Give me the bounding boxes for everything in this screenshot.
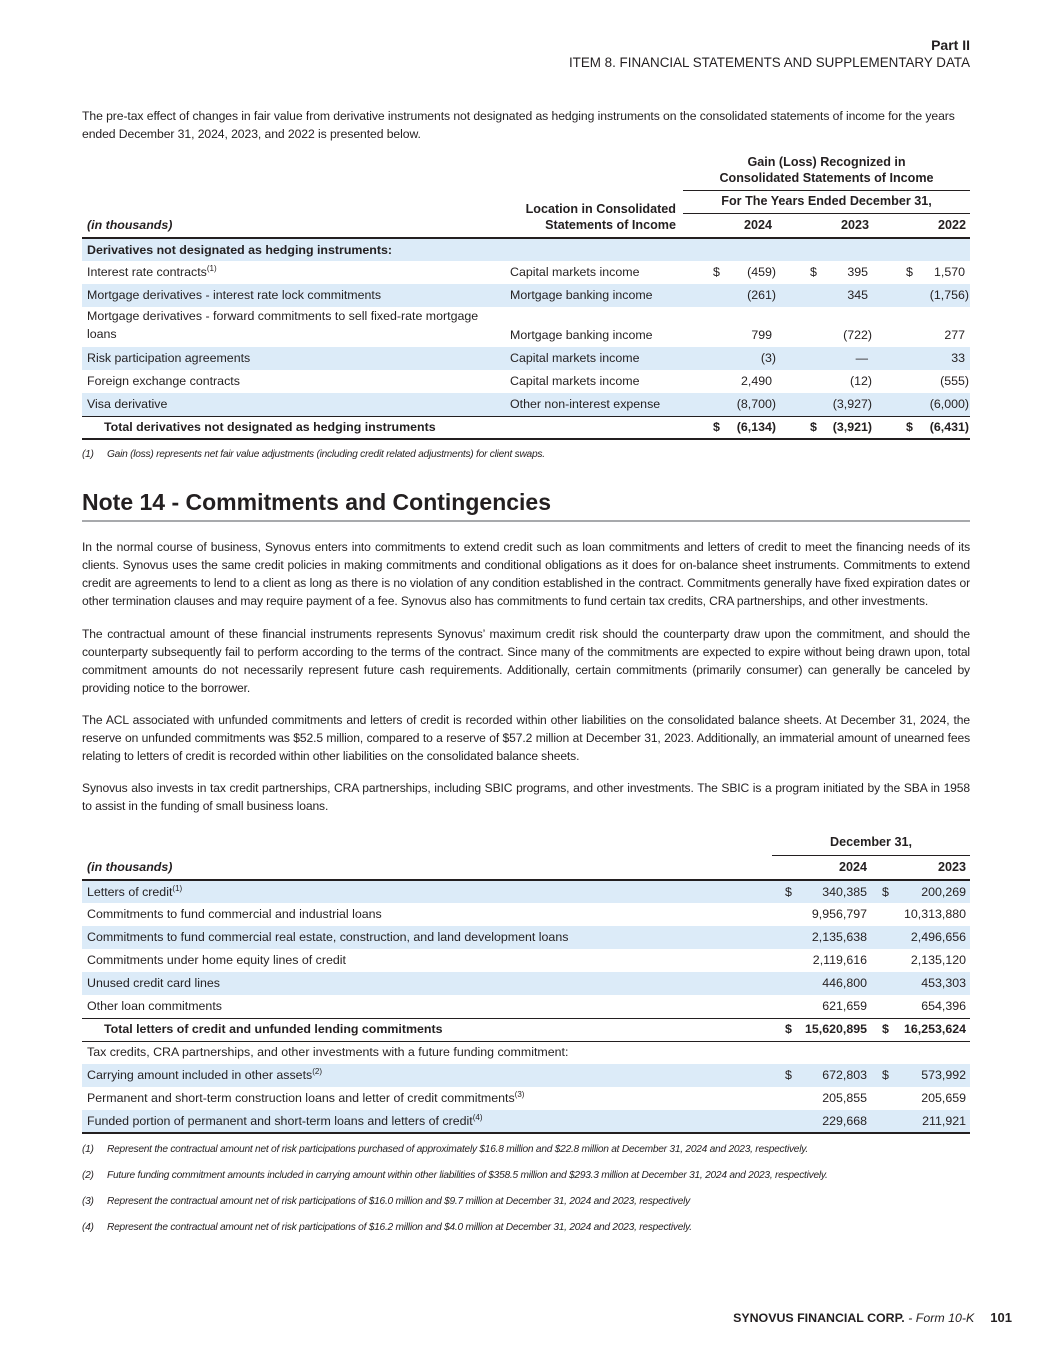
currency-symbol: $ [810, 265, 817, 279]
table-row [82, 393, 970, 416]
value: (261) [747, 288, 776, 302]
year-header-2023: 2023 [780, 213, 876, 238]
value-2022 [876, 393, 970, 416]
value-2023 [872, 1087, 970, 1110]
value-2023 [872, 949, 970, 972]
year-header-2024: 2024 [772, 855, 872, 880]
value-2024 [772, 903, 872, 926]
value-2024 [772, 1110, 872, 1133]
row-label: Commitments under home equity lines of credit [87, 953, 346, 967]
currency-symbol: $ [810, 419, 817, 434]
footnote-marker: (1) [82, 449, 94, 460]
row-label-text: Interest rate contracts [87, 265, 207, 279]
value: 9,956,797 [811, 907, 867, 921]
table-body [82, 153, 970, 439]
note-paragraph: The contractual amount of these financial instruments represents Synovus’ maximum credit risk should the counterparty draw upon the commitment, and should the counterparty subsequently fail to perform according to the terms of the contract. Since many of the commitments are expected to expire without being drawn upon, total commitment amounts do not necessarily represent future cash requirements. Additionally, certain commitments (primarily consumer) can generally be canceled by providing notice to the borrower. [82, 627, 970, 695]
table-row [82, 972, 970, 995]
table-row [82, 307, 970, 347]
row-label: Foreign exchange contracts [87, 374, 240, 388]
value: (6,134) [736, 419, 776, 434]
table2-footnotes [82, 1137, 970, 1241]
value-2023 [780, 370, 876, 393]
table-row [82, 1064, 970, 1087]
footnote-marker: (4) [82, 1222, 94, 1233]
company-name: SYNOVUS FINANCIAL CORP. [733, 1311, 905, 1325]
row-label-text: Carrying amount included in other assets [87, 1068, 313, 1082]
value: 799 [751, 328, 772, 342]
footnote [82, 1137, 970, 1163]
units-label: (in thousands) [82, 855, 772, 880]
currency-symbol: $ [882, 884, 889, 899]
empty-cell [82, 153, 505, 190]
value: — [855, 351, 868, 365]
value-2024 [683, 393, 780, 416]
row-label: Unused credit card lines [82, 972, 772, 995]
section-label: Tax credits, CRA partnerships, and other investments with a future funding commitment: [87, 1045, 569, 1060]
value: (1,756) [929, 288, 970, 302]
footnote-text: Represent the contractual amount net of risk participations purchased of approximately $16.8 million and $22.8 million at December 31, 2024 and 2023, respectively. [107, 1144, 808, 1155]
gain-loss-header-line1: Gain (Loss) Recognized in [747, 154, 906, 169]
header-row [82, 855, 970, 880]
location-header-line1: Location in Consolidated [525, 202, 676, 216]
value: 446,800 [822, 976, 867, 990]
value-2024 [683, 347, 780, 370]
empty-cell [505, 153, 683, 190]
row-label: Other loan commitments [87, 998, 222, 1013]
value-2023 [872, 972, 970, 995]
total-row [82, 416, 970, 439]
value-2023 [872, 1064, 970, 1087]
total-2024 [683, 416, 780, 439]
value-2022 [876, 284, 970, 307]
table-body [82, 831, 970, 1133]
value-2024 [772, 880, 872, 903]
page-header [569, 36, 970, 72]
row-label [82, 1110, 772, 1133]
total-2023 [780, 416, 876, 439]
row-label [82, 880, 772, 903]
page-number: 101 [990, 1310, 1012, 1325]
footnote-ref: (2) [312, 1067, 322, 1076]
table-row [82, 880, 970, 903]
value: 2,490 [740, 374, 772, 388]
total-2024 [772, 1018, 872, 1041]
value: 16,253,624 [904, 1022, 967, 1036]
value-2024 [772, 926, 872, 949]
value-2022 [876, 370, 970, 393]
row-location: Capital markets income [510, 374, 640, 388]
value-2023 [780, 284, 876, 307]
table-row [82, 1087, 970, 1110]
value: 1,570 [934, 265, 966, 279]
footnote-ref: (4) [472, 1112, 483, 1122]
gain-loss-header [683, 153, 970, 190]
row-label [82, 1064, 772, 1087]
row-location: Mortgage banking income [505, 284, 683, 307]
value: 205,659 [921, 1091, 967, 1105]
currency-symbol: $ [713, 419, 720, 434]
total-label: Total derivatives not designated as hedging instruments [82, 416, 683, 439]
table-row [82, 370, 970, 393]
value-2023 [872, 1110, 970, 1133]
value: 654,396 [921, 998, 967, 1013]
currency-symbol: $ [785, 1022, 792, 1036]
row-label-text: Letters of credit [87, 884, 173, 899]
value-2024 [772, 1064, 872, 1087]
value: 200,269 [921, 884, 967, 899]
value-2023 [872, 903, 970, 926]
empty-cell [82, 190, 505, 213]
value-2024 [772, 949, 872, 972]
section-row [82, 238, 970, 261]
value-2024 [683, 370, 780, 393]
footnote-text: Gain (loss) represents net fair value adjustments (including credit related adjustments) for client swaps. [107, 449, 545, 460]
value: 33 [951, 351, 966, 365]
location-header-line2: Statements of Income [545, 218, 676, 232]
value: (459) [747, 265, 776, 279]
value-2024 [772, 1087, 872, 1110]
row-location: Capital markets income [505, 347, 683, 370]
footnote-text: Future funding commitment amounts included in carrying amount within other liabilities of $358.5 million and $293.3 million at December 31, 2024 and 2023, respectively. [107, 1170, 828, 1181]
table-row [82, 347, 970, 370]
footnote-ref: (1) [206, 264, 217, 273]
value-2022 [876, 347, 970, 370]
value: 453,303 [921, 976, 967, 990]
footnote [82, 1189, 970, 1215]
item-label: ITEM 8. FINANCIAL STATEMENTS AND SUPPLEMENTARY DATA [568, 55, 970, 70]
value: (722) [843, 328, 872, 342]
row-label-text: Funded portion of permanent and short-term loans and letters of credit [87, 1113, 473, 1128]
value-2023 [872, 995, 970, 1018]
total-2023 [872, 1018, 970, 1041]
currency-symbol: $ [906, 265, 913, 279]
location-column-header [505, 190, 683, 238]
value: (3,927) [832, 396, 872, 411]
empty-cell [82, 831, 772, 855]
value: 229,668 [822, 1113, 867, 1128]
row-label: Mortgage derivatives - interest rate lock commitments [82, 284, 505, 307]
value-2024 [683, 261, 780, 284]
value: (8,700) [736, 396, 776, 411]
value: 395 [847, 265, 868, 279]
row-location: Capital markets income [510, 265, 640, 279]
value: 2,135,638 [811, 930, 867, 944]
value: 672,803 [822, 1068, 867, 1082]
table-row [82, 903, 970, 926]
value-2024 [683, 307, 780, 347]
value-2024 [772, 995, 872, 1018]
value-2023 [780, 393, 876, 416]
year-header-2024: 2024 [683, 213, 780, 238]
currency-symbol: $ [785, 884, 792, 899]
currency-symbol: $ [882, 1068, 889, 1082]
footnote-marker: (2) [82, 1170, 94, 1181]
note-paragraph: In the normal course of business, Synovus enters into commitments to extend credit such as loan commitments and letters of credit to meet the financing needs of its clients. Synovus uses the same credit policies in making commitments and conditional obligations as it does for on-balance sheet instruments. Commitments to extend credit are agreements to lend to a client as long as there is no violation of any condition established in the contract. Commitments generally have fixed expiration dates or other termination clauses and may require payment of a fee. Synovus also has commitments to fund certain tax credits, CRA partnerships, and other investments. [82, 540, 970, 608]
value-2024 [772, 972, 872, 995]
value: 345 [847, 288, 868, 302]
value: 2,119,616 [812, 953, 867, 967]
value: 10,313,880 [904, 907, 967, 921]
value: 211,921 [922, 1113, 967, 1128]
footnote-ref: (3) [514, 1090, 525, 1099]
intro-paragraph: The pre-tax effect of changes in fair value from derivative instruments not designated as hedging instruments on the consolidated statements of income for the years ended December 31, 2024, 2023, and 2022 is presented below. [82, 109, 955, 141]
value: 621,659 [822, 998, 867, 1013]
note-paragraph: The ACL associated with unfunded commitments and letters of credit is recorded within other liabilities on the consolidated balance sheets. At December 31, 2024, the reserve on unfunded commitments was $52.5 million, compared to a reserve of $57.2 million at December 31, 2023. Additionally, an immaterial amount of unearned fees relating to letters of credit is recorded within other liabilities on the consolidated balance sheets. [82, 713, 970, 763]
value: 340,385 [822, 884, 867, 899]
form-label: - Form 10-K [904, 1311, 975, 1325]
total-row [82, 1018, 970, 1041]
header-row [82, 153, 970, 190]
value: 205,855 [822, 1091, 867, 1105]
row-label: Mortgage derivatives - forward commitments to sell fixed-rate mortgage loans [87, 309, 479, 341]
part-label: Part II [931, 37, 970, 53]
derivatives-gain-loss-table [82, 153, 970, 440]
total-label: Total letters of credit and unfunded lending commitments [82, 1018, 772, 1041]
table-row [82, 949, 970, 972]
value: (6,000) [929, 396, 970, 411]
currency-symbol: $ [785, 1068, 792, 1082]
value: (6,431) [929, 419, 970, 434]
row-label: Visa derivative [82, 393, 505, 416]
footnote-ref: (1) [172, 883, 183, 893]
value-2023 [780, 347, 876, 370]
row-label-text: Permanent and short-term construction loans and letter of credit commitments [87, 1091, 515, 1105]
value-2023 [780, 307, 876, 347]
year-header-2023: 2023 [872, 855, 970, 880]
table1-footnote [82, 448, 970, 462]
row-location: Mortgage banking income [510, 328, 653, 342]
row-label [82, 261, 505, 284]
currency-symbol: $ [906, 419, 913, 434]
footnote [82, 1215, 970, 1241]
value-2022 [876, 261, 970, 284]
period-header: For The Years Ended December 31, [683, 190, 970, 213]
period-header: December 31, [772, 831, 970, 855]
value: 2,496,656 [910, 930, 967, 944]
value-2023 [872, 880, 970, 903]
total-2022 [876, 416, 970, 439]
value: 277 [944, 328, 966, 342]
value: (3) [760, 351, 776, 365]
footnote-marker: (3) [82, 1196, 94, 1207]
year-header-2022: 2022 [876, 213, 970, 238]
units-label: (in thousands) [82, 213, 505, 238]
row-label: Commitments to fund commercial and industrial loans [87, 907, 382, 921]
commitments-table [82, 831, 970, 1134]
header-row [82, 190, 970, 213]
value: (3,921) [832, 419, 872, 434]
row-label: Commitments to fund commercial real estate, construction, and land development loans [82, 926, 772, 949]
value: (12) [849, 374, 872, 388]
row-location: Other non-interest expense [505, 393, 683, 416]
table-row [82, 284, 970, 307]
footnote-text: Represent the contractual amount net of risk participations of $16.2 million and $4.0 million at December 31, 2024 and 2023, respectively. [107, 1222, 692, 1233]
note-paragraph: Synovus also invests in tax credit partnerships, CRA partnerships, including SBIC programs, and other investments. The SBIC is a program initiated by the SBA in 1958 to assist in the funding of small business loans. [82, 781, 970, 813]
row-label: Risk participation agreements [82, 347, 505, 370]
row-label [82, 1087, 772, 1110]
footnote-text: Represent the contractual amount net of risk participations of $16.0 million and $9.7 million at December 31, 2024 and 2023, respectively [107, 1196, 691, 1207]
table-row [82, 995, 970, 1018]
main-content [82, 107, 970, 1241]
currency-symbol: $ [713, 265, 720, 279]
table-row [82, 1110, 970, 1133]
section-label: Derivatives not designated as hedging instruments: [82, 238, 970, 261]
table-row [82, 926, 970, 949]
value-2024 [683, 284, 780, 307]
page-footer [733, 1310, 1012, 1326]
value-2023 [780, 261, 876, 284]
note-heading: Note 14 - Commitments and Contingencies [82, 488, 970, 522]
gain-loss-header-line2: Consolidated Statements of Income [719, 170, 934, 185]
value: 573,992 [921, 1068, 967, 1082]
value-2022 [876, 307, 970, 347]
value: 2,135,120 [910, 953, 967, 967]
footnote [82, 1163, 970, 1189]
value: 15,620,895 [804, 1022, 867, 1036]
value-2023 [872, 926, 970, 949]
table-row [82, 261, 970, 284]
value: (555) [940, 374, 970, 388]
currency-symbol: $ [882, 1022, 889, 1036]
footnote-marker: (1) [82, 1144, 94, 1155]
header-row [82, 831, 970, 855]
section-row [82, 1041, 970, 1064]
